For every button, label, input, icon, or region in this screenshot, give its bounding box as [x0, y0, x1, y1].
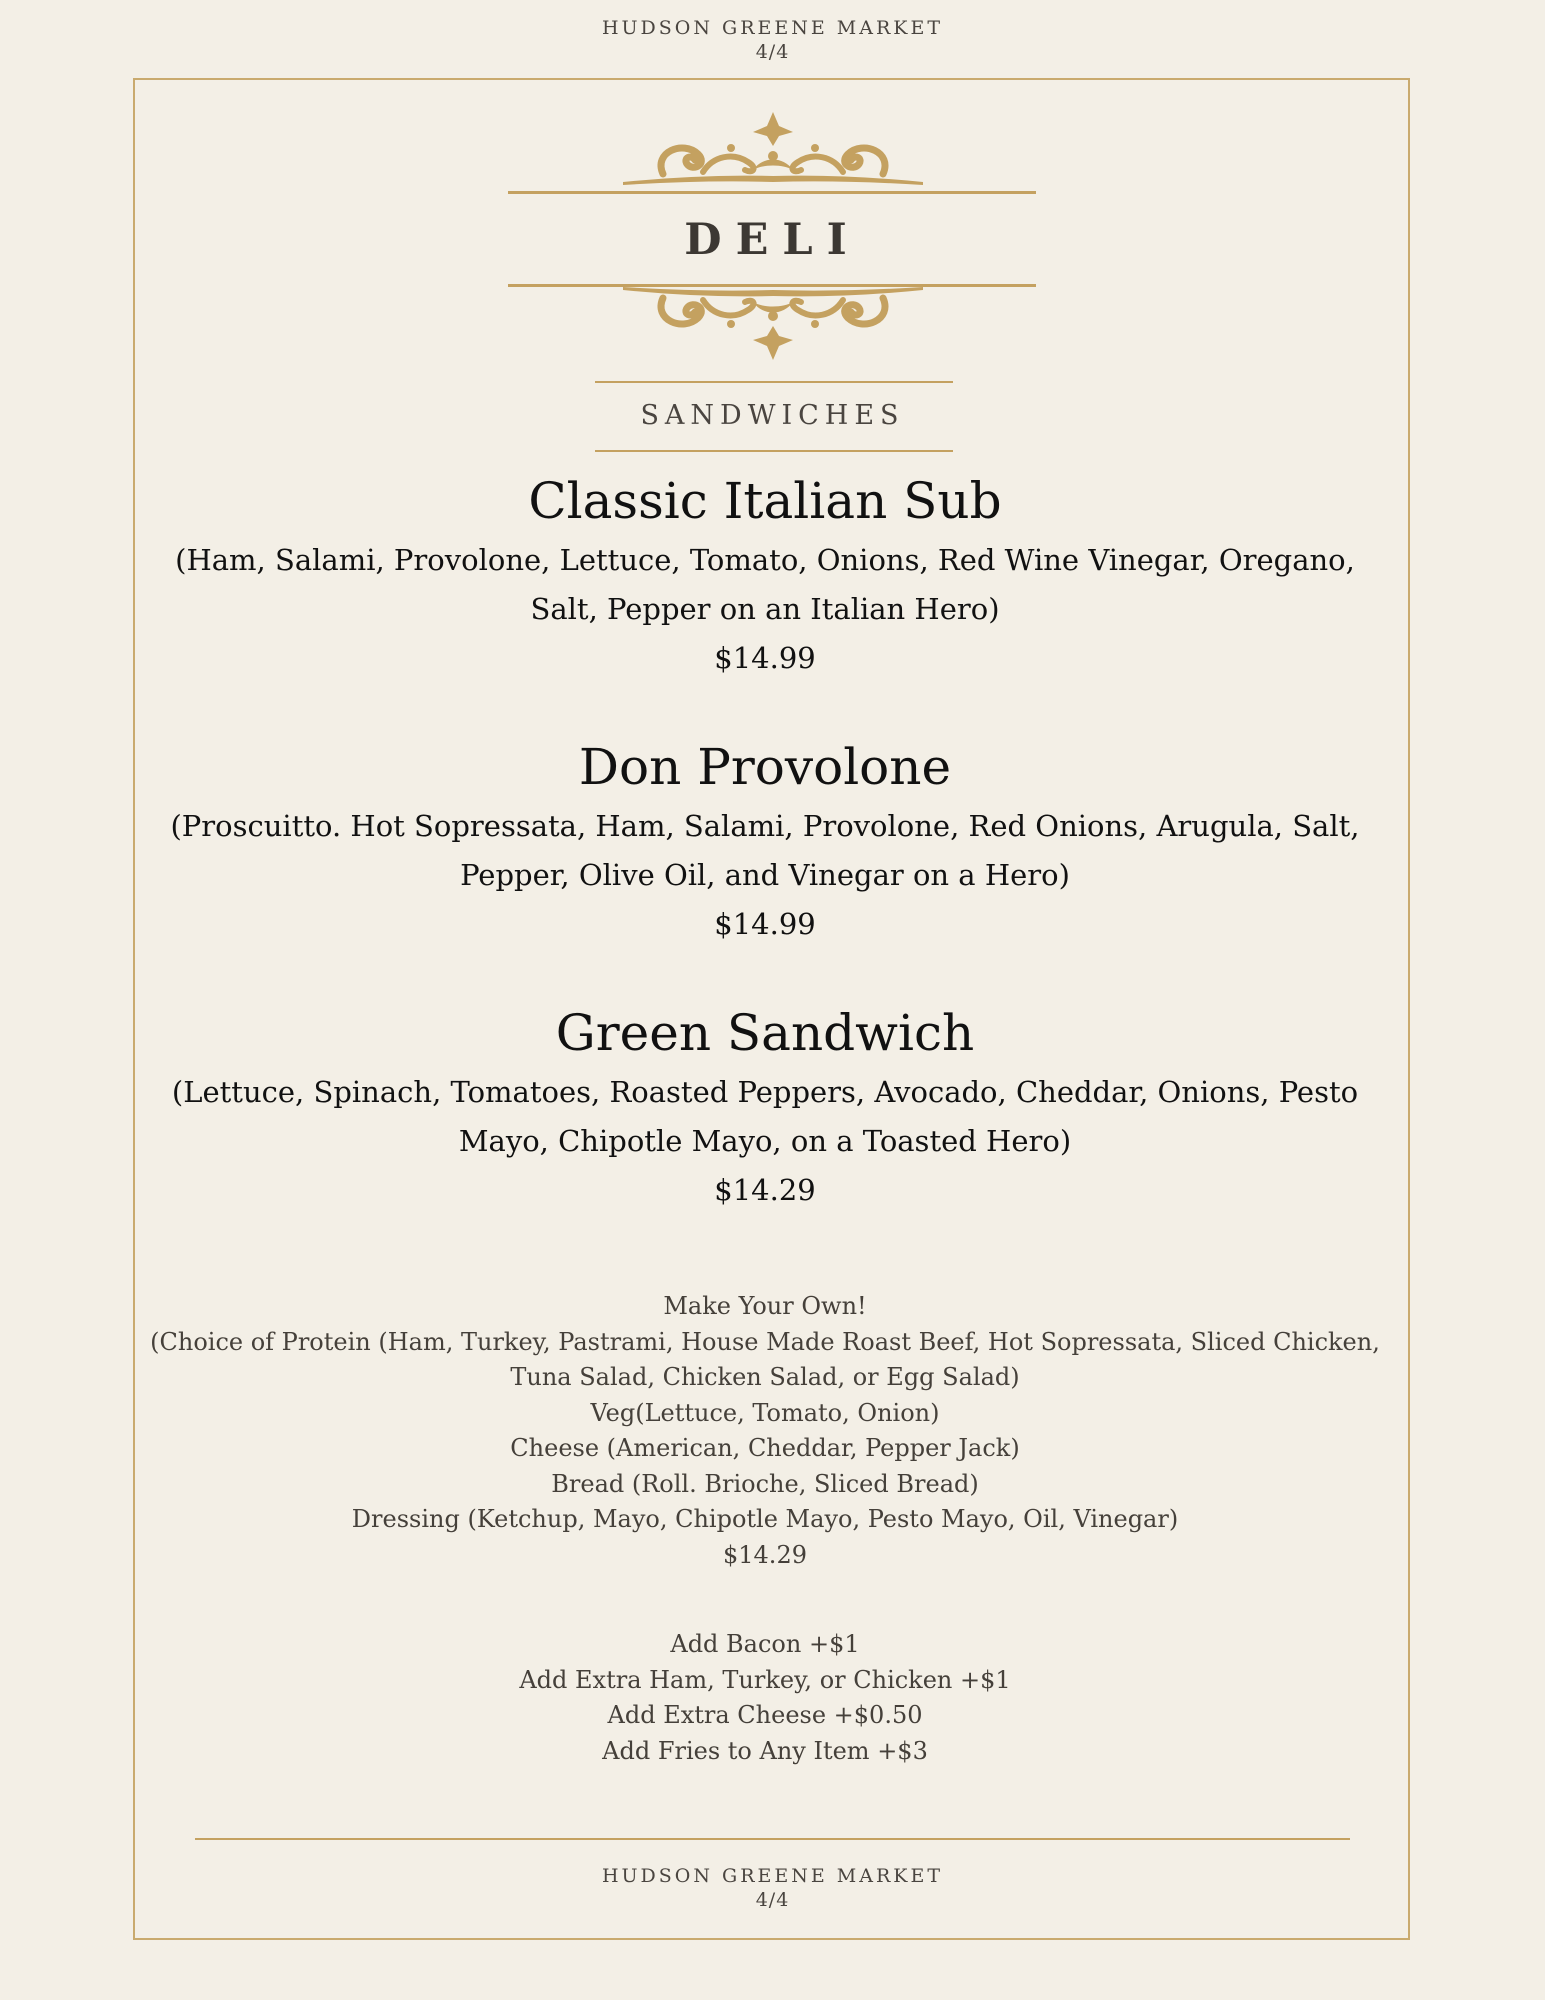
footer-market-name: HUDSON GREENE MARKET: [601, 1865, 944, 1887]
make-your-own-protein: (Choice of Protein (Ham, Turkey, Pastrami, House Made Roast Beef, Hot Sopressata, Sliced Chicken, Tuna Salad, Chicken Salad, or Egg Salad): [150, 1327, 1380, 1391]
header-page-number: 4/4: [755, 41, 790, 63]
make-your-own-section: [150, 1289, 1380, 1573]
make-your-own-title: Make Your Own!: [663, 1292, 867, 1320]
page-footer: [0, 1864, 1545, 1912]
item-description: (Ham, Salami, Provolone, Lettuce, Tomato, Onions, Red Wine Vinegar, Oregano, Salt, Pepper on an Italian Hero): [175, 543, 1355, 626]
addon-item: Add Extra Ham, Turkey, or Chicken +$1: [519, 1665, 1011, 1694]
make-your-own-bread: Bread (Roll. Brioche, Sliced Bread): [551, 1469, 979, 1498]
addon-item: Add Fries to Any Item +$3: [602, 1736, 928, 1765]
item-price: $14.99: [714, 907, 816, 941]
item-price: $14.29: [714, 1173, 816, 1207]
make-your-own-price: $14.29: [723, 1540, 807, 1569]
item-name: Green Sandwich: [555, 1004, 975, 1062]
ornament-top-icon: [0, 112, 1545, 194]
header-market-name: HUDSON GREENE MARKET: [601, 17, 944, 39]
menu-item: [150, 466, 1380, 683]
ornament-line-top: [508, 191, 1036, 194]
page-header: [0, 16, 1545, 64]
menu-content: [150, 466, 1380, 1769]
make-your-own-dressing: Dressing (Ketchup, Mayo, Chipotle Mayo, Pesto Mayo, Oil, Vinegar): [351, 1505, 1179, 1533]
addon-item: Add Extra Cheese +$0.50: [607, 1701, 923, 1729]
item-description: (Lettuce, Spinach, Tomatoes, Roasted Peppers, Avocado, Cheddar, Onions, Pesto Mayo, Chipotle Mayo, on a Toasted Hero): [171, 1075, 1359, 1158]
footer-page-number: 4/4: [755, 1889, 790, 1911]
make-your-own-cheese: Cheese (American, Cheddar, Pepper Jack): [510, 1434, 1020, 1462]
addon-item: Add Bacon +$1: [670, 1630, 860, 1658]
menu-item: [150, 998, 1380, 1215]
section-line-bottom: [595, 450, 953, 452]
menu-item: [150, 732, 1380, 949]
addons-list: [150, 1627, 1380, 1769]
section-title: SANDWICHES: [640, 400, 905, 431]
page-title: DELI: [684, 215, 861, 265]
ornament-bottom-icon: [0, 278, 1545, 360]
footer-divider: [195, 1838, 1350, 1840]
make-your-own-veg: Veg(Lettuce, Tomato, Onion): [590, 1398, 940, 1427]
item-description: (Proscuitto. Hot Sopressata, Ham, Salami, Provolone, Red Onions, Arugula, Salt, Pepper, Olive Oil, and Vinegar on a Hero): [170, 809, 1360, 892]
item-name: Don Provolone: [578, 738, 952, 796]
section-line-top: [595, 381, 953, 383]
item-name: Classic Italian Sub: [528, 472, 1002, 530]
item-price: $14.99: [714, 641, 816, 675]
